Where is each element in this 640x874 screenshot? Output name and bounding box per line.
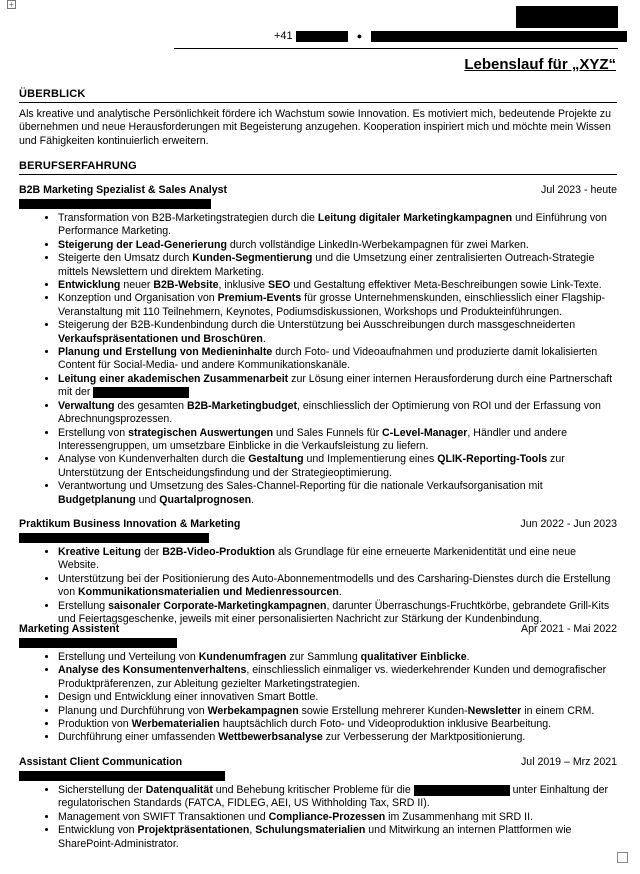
move-handle-icon[interactable]: + [7, 0, 16, 9]
bullet-item: • Analyse des Konsumentenverhaltens, einschliesslich einmaliger vs. wiederkehrender Kunden und demografischer Produktpräferenzen, zur Ableitung gezielter Marketingstrategien. [58, 664, 617, 691]
bullet-item: • Planung und Erstellung von Medieninhalte durch Foto- und Videoaufnahmen und produzierte damit lokalisierten Content für Social-Media- und andere Kommunikationskanäle. [58, 346, 617, 373]
job-bullets [19, 651, 617, 745]
job-date: Jun 2022 - Jun 2023 [520, 518, 617, 530]
bullet-item: • Verwaltung des gesamten B2B-Marketingbudget, einschliesslich der Optimierung von ROI und der Erfassung von Abrechnungsprozessen. [58, 400, 617, 427]
separator-dot-icon: ● [356, 31, 363, 41]
bullet-item: • Leitung einer akademischen Zusammenarbeit zur Lösung einer internen Herausforderung durch eine Partnerschaft mit der [58, 373, 617, 400]
job-bullets [19, 546, 617, 626]
redacted-employer [19, 533, 209, 543]
bullet-item: • Erstellung saisonaler Corporate-Marketingkampagnen, darunter Überraschungs-Fruchtkörbe, gebrandete Grill-Kits und Feiertagsgeschenke, jeweils mit einer personalisierten Nachricht zur Stärkung der Kundenbindung. [58, 600, 617, 627]
job-entry [19, 756, 617, 851]
bullet-item: • Konzeption und Organisation von Premium-Events für grosse Unternehmenskunden, einschliesslich einer Flagship-Veranstaltung mit 110 Teilnehmern, Keynotes, Podiumsdiskussionen, Workshops und Produkteinführungen. [58, 292, 617, 319]
bullet-item: • Sicherstellung der Datenqualität und Behebung kritischer Probleme für die unter Einhaltung der regulatorischen Standards (FATCA, FIDLEG, AEI, US Withholding Tax, SRD II). [58, 784, 617, 811]
bullet-item: • Design und Entwicklung einer innovativen Smart Bottle. [58, 691, 617, 704]
experience-heading: BERUFSERFAHRUNG [19, 160, 617, 175]
bullet-item: • Unterstützung bei der Positionierung des Auto-Abonnementmodells und des Carsharing-Dienstes durch die Erstellung von Kommunikationsmaterialien und Medienressourcen. [58, 573, 617, 600]
bullet-item: • Erstellung und Verteilung von Kundenumfragen zur Sammlung qualitativer Einblicke. [58, 651, 617, 664]
redacted-employer [19, 771, 225, 781]
bullet-item: • Entwicklung neuer B2B-Website, inklusive SEO und Gestaltung effektiver Meta-Beschreibungen sowie Link-Texte. [58, 279, 617, 292]
redacted-employer [19, 638, 177, 648]
redacted-name-block [516, 6, 618, 28]
bullet-item: • Steigerung der B2B-Kundenbindung durch die Unterstützung bei Ausschreibungen durch massgeschneiderten Verkaufspräsentationen und Broschüren. [58, 319, 617, 346]
job-bullets [19, 784, 617, 851]
job-title: Assistant Client Communication [19, 756, 183, 768]
overview-text: Als kreative und analytische Persönlichkeit fördere ich Wachstum sowie Innovation. Es motiviert mich, bedeutende Projekte zu übernehmen und neue Herausforderungen mit Begeisterung anzugehen. Kooperation inspiriert mich und möchte mein Wissen und Fähigkeiten kontinuierlich erweitern. [19, 108, 611, 147]
redacted-text [93, 387, 189, 398]
phone-prefix: +41 [274, 30, 293, 42]
resize-handle-icon[interactable] [617, 852, 628, 863]
header-divider [174, 48, 618, 49]
overview-heading: ÜBERBLICK [19, 88, 617, 103]
redacted-text [414, 785, 510, 796]
job-date: Jul 2023 - heute [541, 184, 617, 196]
redacted-employer [19, 199, 211, 209]
bullet-item: • Steigerte den Umsatz durch Kunden-Segmentierung und die Umsetzung einer zentralisierten Outreach-Strategie mittels Newslettern und direktem Marketing. [58, 252, 617, 279]
job-date: Jul 2019 – Mrz 2021 [521, 756, 617, 768]
redacted-phone [296, 31, 348, 42]
job-title: B2B Marketing Spezialist & Sales Analyst [19, 184, 228, 196]
document-title: Lebenslauf für „XYZ“ [464, 56, 616, 73]
bullet-item: • Entwicklung von Projektpräsentationen, Schulungsmaterialien und Mitwirkung an internen Plattformen wie SharePoint-Administrator. [58, 824, 617, 851]
overview-section [19, 88, 617, 148]
redacted-email [371, 31, 627, 42]
bullet-item: • Steigerung der Lead-Generierung durch vollständige LinkedIn-Werbekampagnen für zwei Marken. [58, 239, 617, 252]
bullet-item: • Kreative Leitung der B2B-Video-Produktion als Grundlage für eine erneuerte Markenidentität und eine neue Website. [58, 546, 617, 573]
bullet-item: • Erstellung von strategischen Auswertungen und Sales Funnels für C-Level-Manager, Händler und andere Interessengruppen, um umsetzbare Einblicke in die Verkaufsleistung zu liefern. [58, 427, 617, 454]
job-date: Apr 2021 - Mai 2022 [521, 623, 617, 635]
job-title: Praktikum Business Innovation & Marketing [19, 518, 241, 530]
bullet-item: • Produktion von Werbematerialien hauptsächlich durch Foto- und Videoproduktion inklusive Bearbeitung. [58, 718, 617, 731]
job-title: Marketing Assistent [19, 623, 120, 635]
bullet-item: • Transformation von B2B-Marketingstrategien durch die Leitung digitaler Marketingkampagnen und Einführung von Performance Marketing. [58, 212, 617, 239]
experience-section [19, 160, 617, 175]
job-bullets [19, 212, 617, 507]
bullet-item: • Analyse von Kundenverhalten durch die Gestaltung und Implementierung eines QLIK-Reporting-Tools zur Unterstützung der Entscheidungsfindung und der Strategieoptimierung. [58, 453, 617, 480]
job-entry [19, 184, 617, 507]
bullet-item: • Durchführung einer umfassenden Wettbewerbsanalyse zur Verbesserung der Marktpositionierung. [58, 731, 617, 744]
job-entry [19, 623, 617, 745]
bullet-item: • Management von SWIFT Transaktionen und Compliance-Prozessen im Zusammenhang mit SRD II. [58, 811, 617, 824]
bullet-item: • Planung und Durchführung von Werbekampagnen sowie Erstellung mehrerer Kunden-Newsletter in einem CRM. [58, 705, 617, 718]
contact-line [274, 29, 627, 43]
bullet-item: • Verantwortung und Umsetzung des Sales-Channel-Reporting für die nationale Verkaufsorganisation mit Budgetplanung und Quartalprognosen. [58, 480, 617, 507]
job-entry [19, 518, 617, 626]
